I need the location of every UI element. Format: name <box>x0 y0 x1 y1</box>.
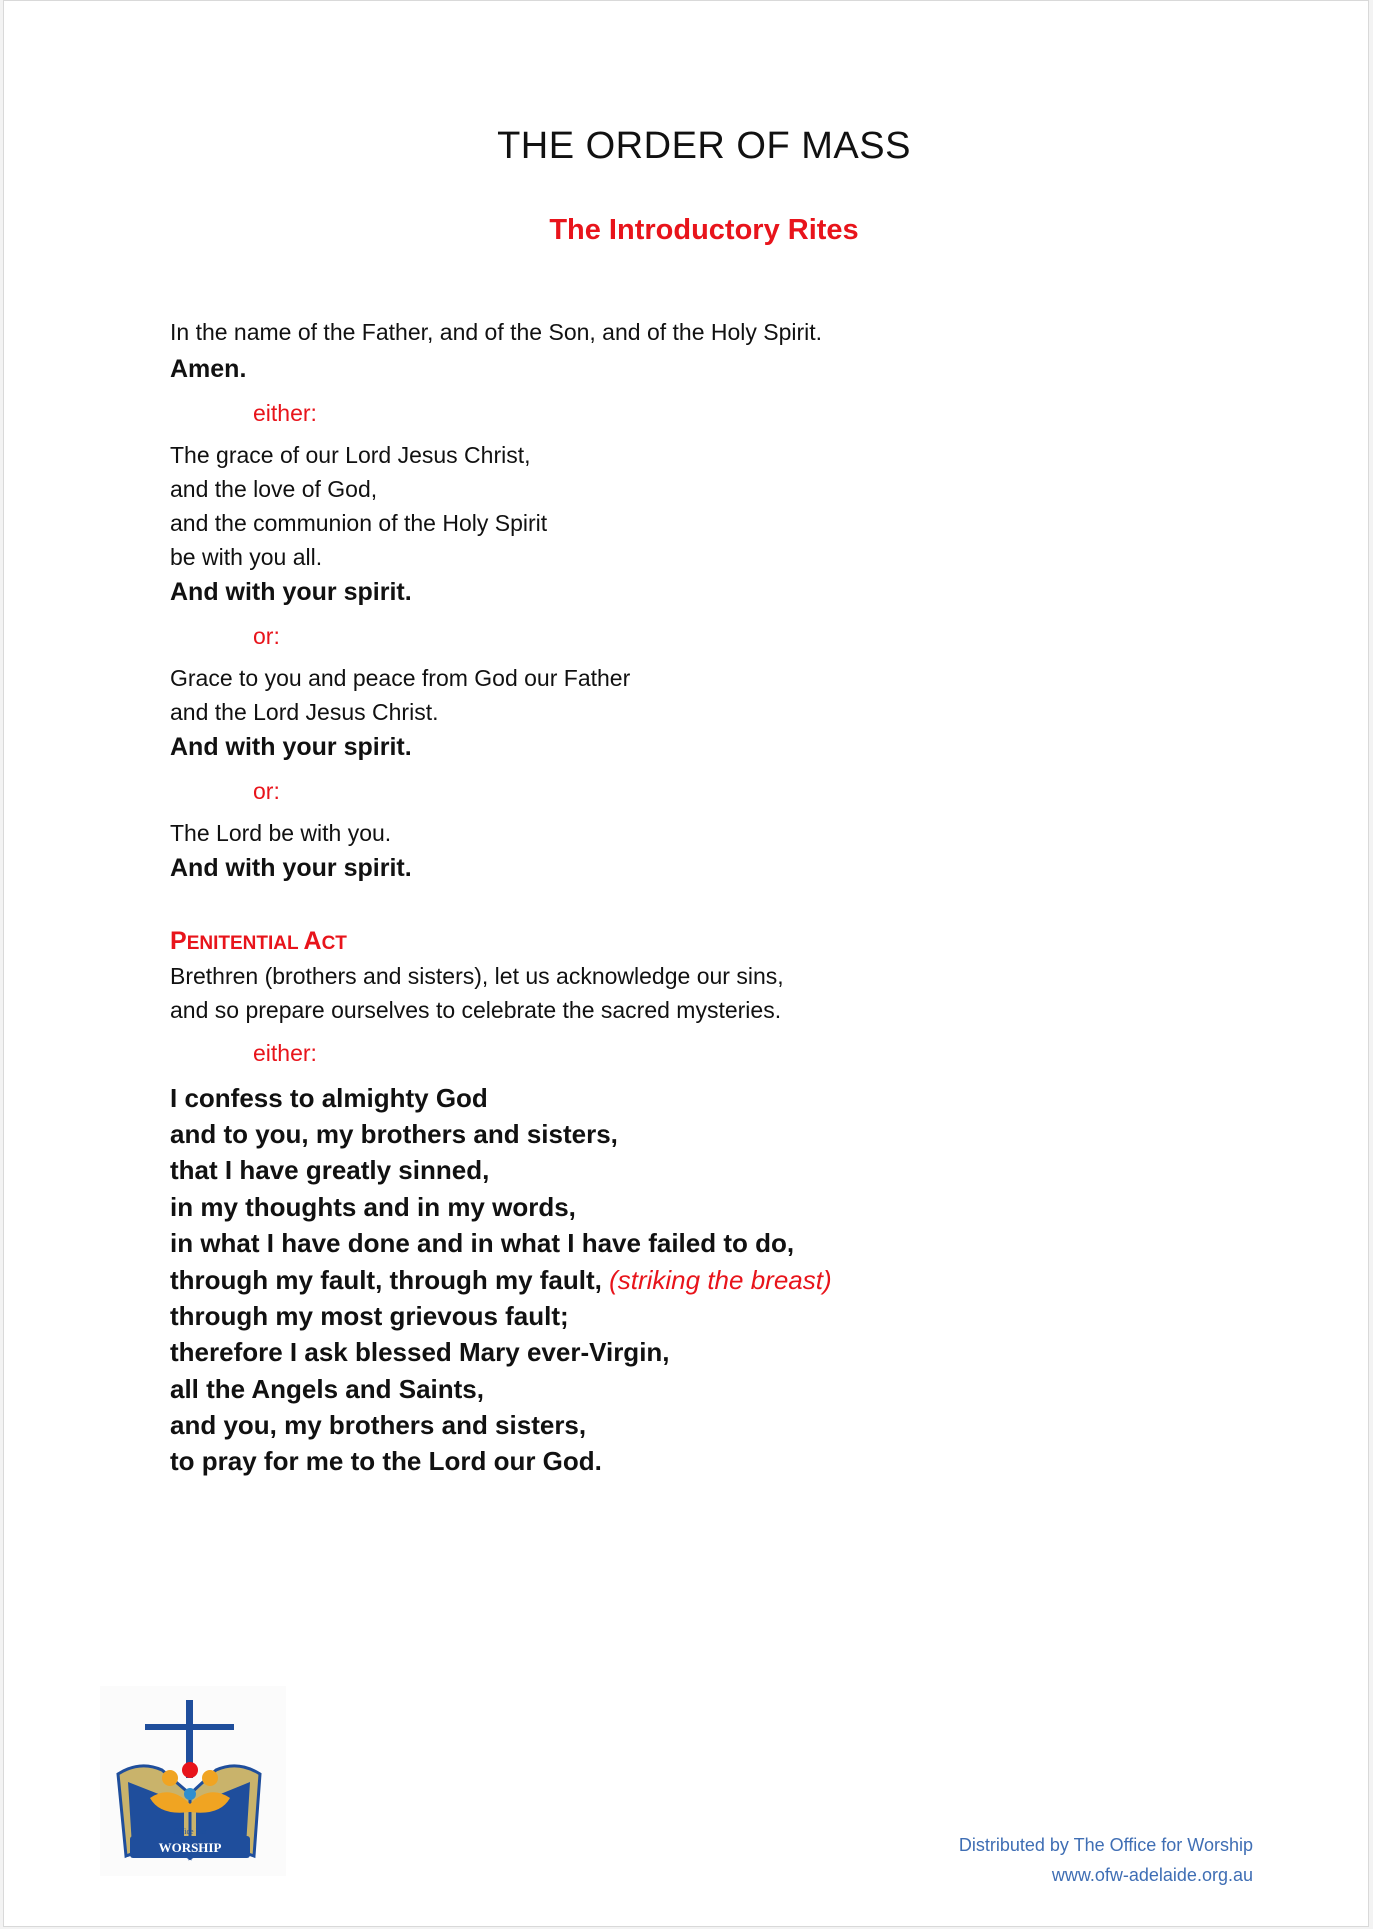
greeting-2-line: Grace to you and peace from God our Father <box>170 665 631 691</box>
figure-dove <box>184 1788 196 1800</box>
confiteor-line: to pray for me to the Lord our God. <box>170 1446 602 1476</box>
confiteor-line: and to you, my brothers and sisters, <box>170 1119 618 1149</box>
footer <box>959 1835 1253 1895</box>
amen-response: Amen. <box>170 355 247 383</box>
heading-smallcaps: CT <box>321 933 347 954</box>
invitation-line: Brethren (brothers and sisters), let us acknowledge our sins, <box>170 963 784 989</box>
heading-initial: P <box>170 927 187 955</box>
confiteor-line <box>170 1267 832 1293</box>
confiteor-line: and you, my brothers and sisters, <box>170 1410 587 1440</box>
figure-head <box>182 1762 198 1778</box>
rubric-or: or: <box>253 623 280 649</box>
confiteor-text: through my fault, through my fault, <box>170 1265 602 1295</box>
greeting-3-line: The Lord be with you. <box>170 820 392 846</box>
sign-of-cross-line: In the name of the Father, and of the Son, and of the Holy Spirit. <box>170 319 823 345</box>
website-link[interactable]: www.ofw-adelaide.org.au <box>1051 1865 1253 1885</box>
logo-small-text: Office For <box>173 1827 207 1836</box>
logo-big-text: WORSHIP <box>158 1840 222 1855</box>
logo-graphic <box>100 1686 286 1876</box>
confiteor-line: therefore I ask blessed Mary ever-Virgin, <box>170 1337 670 1367</box>
cross-horizontal <box>145 1724 234 1730</box>
document-page <box>3 0 1369 1927</box>
confiteor-line: I confess to almighty God <box>170 1083 488 1113</box>
figure-head <box>162 1770 178 1786</box>
rubric-either: either: <box>253 400 317 426</box>
confiteor-line: through my most grievous fault; <box>170 1301 569 1331</box>
spirit-response: And with your spirit. <box>170 578 412 606</box>
figure-head <box>202 1770 218 1786</box>
greeting-1-line: and the love of God, <box>170 476 378 502</box>
rubric-or: or: <box>253 778 280 804</box>
greeting-1-line: and the communion of the Holy Spirit <box>170 510 548 536</box>
spirit-response: And with your spirit. <box>170 733 412 761</box>
heading-initial: A <box>303 927 322 955</box>
penitential-act-heading <box>170 929 347 954</box>
striking-breast-rubric: (striking the breast) <box>609 1265 832 1295</box>
greeting-1-line: be with you all. <box>170 544 323 570</box>
distributed-by-text: Distributed by The Office for Worship <box>958 1835 1253 1855</box>
confiteor-line: all the Angels and Saints, <box>170 1374 484 1404</box>
page-title: THE ORDER OF MASS <box>497 125 911 167</box>
confiteor-line: that I have greatly sinned, <box>170 1155 490 1185</box>
greeting-1-line: The grace of our Lord Jesus Christ, <box>170 442 531 468</box>
heading-smallcaps: ENITENTIAL <box>186 933 304 954</box>
rubric-either: either: <box>253 1040 317 1066</box>
confiteor-line: in my thoughts and in my words, <box>170 1192 576 1222</box>
spirit-response: And with your spirit. <box>170 854 412 882</box>
invitation-line: and so prepare ourselves to celebrate the sacred mysteries. <box>170 997 782 1023</box>
section-subtitle: The Introductory Rites <box>549 214 859 246</box>
greeting-2-line: and the Lord Jesus Christ. <box>170 699 439 725</box>
office-for-worship-logo <box>100 1686 286 1876</box>
confiteor-line: in what I have done and in what I have failed to do, <box>170 1228 795 1258</box>
